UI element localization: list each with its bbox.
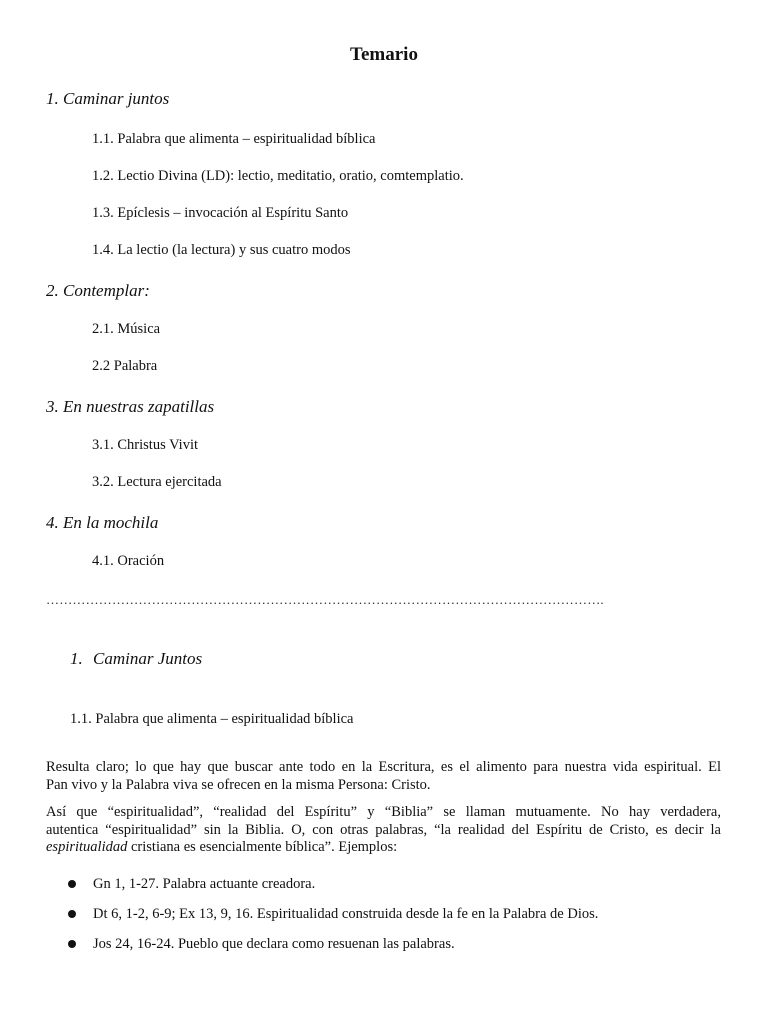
toc-heading-2: 2. Contemplar:: [46, 281, 150, 300]
list-item-text: Dt 6, 1-2, 6-9; Ex 13, 9, 16. Espiritualidad construida desde la fe en la Palabra de Dios.: [93, 906, 599, 922]
toc-item-3-1: 3.1. Christus Vivit: [92, 437, 199, 453]
paragraph-2-line-3: [46, 839, 721, 857]
toc-heading-3: 3. En nuestras zapatillas: [46, 397, 215, 416]
italic-term: espiritualidad: [46, 839, 128, 855]
toc-heading-1: 1. Caminar juntos: [46, 89, 170, 108]
section-heading: [70, 649, 202, 669]
toc-heading-4: 4. En la mochila: [46, 513, 159, 532]
list-item-text: Jos 24, 16-24. Pueblo que declara como resuenan las palabras.: [93, 936, 455, 952]
toc-item-1-2: 1.2. Lectio Divina (LD): lectio, meditatio, oratio, comtemplatio.: [92, 168, 464, 184]
list-item-text: Gn 1, 1-27. Palabra actuante creadora.: [93, 876, 316, 892]
paragraph-2: [46, 804, 721, 857]
toc-item-1-1: 1.1. Palabra que alimenta – espiritualidad bíblica: [92, 131, 376, 147]
toc-item-2-2: 2.2 Palabra: [92, 358, 158, 374]
paragraph-2-line-2: autentica “espiritualidad” sin la Biblia. O, con otras palabras, “la realidad del Espíritu de Cristo, es decir la: [46, 821, 721, 838]
paragraph-1-line-1: Resulta claro; lo que hay que buscar ante todo en la Escritura, es el alimento para nuestra vida espiritual. El: [46, 759, 721, 775]
subsection-heading: 1.1. Palabra que alimenta – espiritualidad bíblica: [70, 711, 354, 727]
section-title: Caminar Juntos: [93, 649, 203, 668]
page-title: Temario: [350, 44, 418, 65]
bullet-icon: [68, 940, 76, 948]
bullet-icon: [68, 910, 76, 918]
bullet-icon: [68, 880, 76, 888]
toc-item-1-4: 1.4. La lectio (la lectura) y sus cuatro modos: [92, 242, 351, 258]
paragraph-1-line-2: Pan vivo y la Palabra viva se ofrecen en la misma Persona: Cristo.: [46, 776, 431, 793]
section-number: 1.: [70, 649, 83, 668]
toc-item-2-1: 2.1. Música: [92, 321, 161, 337]
dotted-separator: ……………………………………………………………………………………………………………….: [46, 592, 604, 607]
paragraph-2-line-3-rest: cristiana es esencialmente bíblica”. Ejemplos:: [127, 839, 398, 855]
toc-item-1-3: 1.3. Epíclesis – invocación al Espíritu Santo: [92, 205, 349, 221]
toc-item-3-2: 3.2. Lectura ejercitada: [92, 474, 222, 490]
paragraph-2-line-1: Así que “espiritualidad”, “realidad del Espíritu” y “Biblia” se llaman mutuamente. No hay verdadera,: [46, 804, 721, 820]
paragraph-1: [46, 759, 721, 794]
toc-item-4-1: 4.1. Oración: [92, 553, 165, 569]
